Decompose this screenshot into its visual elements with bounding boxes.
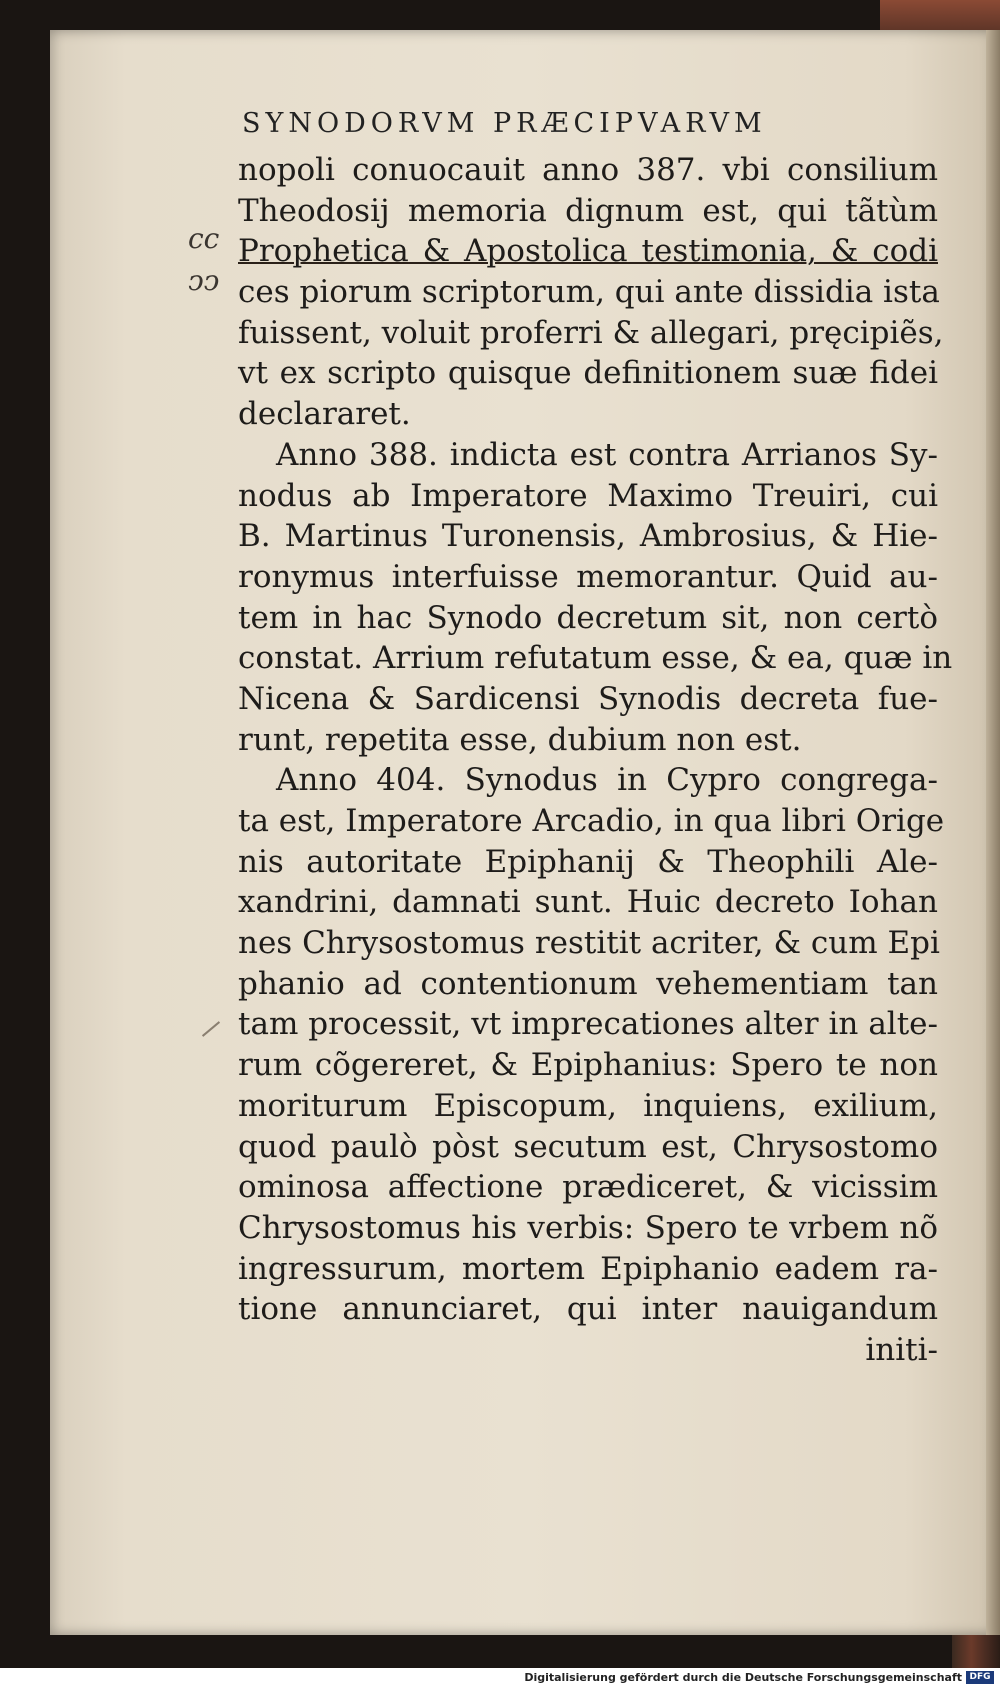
text-line: vt ex scripto quisque definitionem suæ fidei xyxy=(238,355,938,392)
margin-quote-mark-close: ↄↄ xyxy=(188,264,220,297)
digitization-footer xyxy=(0,1668,1000,1688)
text-line: ominosa affectione prædiceret, & vicissim xyxy=(238,1169,938,1206)
page-gutter-shadow xyxy=(986,30,1000,1635)
text-line: declararet. xyxy=(238,396,411,433)
text-line: nes Chrysostomus restitit acriter, & cum Epi xyxy=(238,925,940,962)
text-line: nopoli conuocauit anno 387. vbi consilium xyxy=(238,152,938,188)
text-line: quod paulò pòst secutum est, Chrysostomo xyxy=(238,1128,938,1165)
running-head: SYNODORVM PRÆCIPVARVM xyxy=(242,108,767,139)
text-line: tione annunciaret, qui inter nauigandum xyxy=(238,1291,938,1328)
catchword: initi- xyxy=(865,1331,938,1368)
text-line: nis autoritate Epiphanij & Theophili Ale- xyxy=(238,843,938,880)
text-line: rum cõgereret, & Epiphanius: Spero te non xyxy=(238,1047,938,1084)
text-line: xandrini, damnati sunt. Huic decreto Iohan xyxy=(238,884,938,921)
text-line: tem in hac Synodo decretum sit, non certò xyxy=(238,599,938,636)
margin-quote-mark-open: cc xyxy=(188,222,220,255)
text-line: Chrysostomus his verbis: Spero te vrbem nõ xyxy=(238,1209,938,1246)
text-line: Anno 404. Synodus in Cypro congrega- xyxy=(276,762,938,799)
text-line: ronymus interfuisse memorantur. Quid au- xyxy=(238,558,938,595)
text-line: Nicena & Sardicensi Synodis decreta fue- xyxy=(238,680,938,717)
text-line: phanio ad contentionum vehementiam tan xyxy=(238,965,938,1002)
page-text xyxy=(238,150,953,1371)
footer-credit: Digitalisierung gefördert durch die Deutsche Forschungsgemeinschaft xyxy=(524,1671,962,1684)
text-line: ces piorum scriptorum, qui ante dissidia ista xyxy=(238,274,940,311)
text-line: ingressurum, mortem Epiphanio eadem ra- xyxy=(238,1250,938,1287)
text-line: constat. Arrium refutatum esse, & ea, quæ in xyxy=(238,640,953,677)
text-line: Prophetica & Apostolica testimonia, & codi xyxy=(238,233,938,270)
dfg-logo: DFG xyxy=(966,1671,994,1684)
text-line: runt, repetita esse, dubium non est. xyxy=(238,721,802,758)
text-line: tam processit, vt imprecationes alter in alte- xyxy=(238,1006,938,1043)
text-line: moriturum Episcopum, inquiens, exilium, xyxy=(238,1087,938,1124)
text-line: B. Martinus Turonensis, Ambrosius, & Hie- xyxy=(238,518,938,555)
text-line: ta est, Imperatore Arcadio, in qua libri Orige xyxy=(238,803,945,839)
text-line: fuissent, voluit proferri & allegari, pręcipiẽs, xyxy=(238,314,944,351)
text-line: Anno 388. indicta est contra Arrianos Sy- xyxy=(276,436,938,473)
book-cover-corner xyxy=(880,0,1000,34)
text-line: Theodosij memoria dignum est, qui tãtùm xyxy=(238,192,938,229)
text-line: nodus ab Imperatore Maximo Treuiri, cui xyxy=(238,477,938,514)
